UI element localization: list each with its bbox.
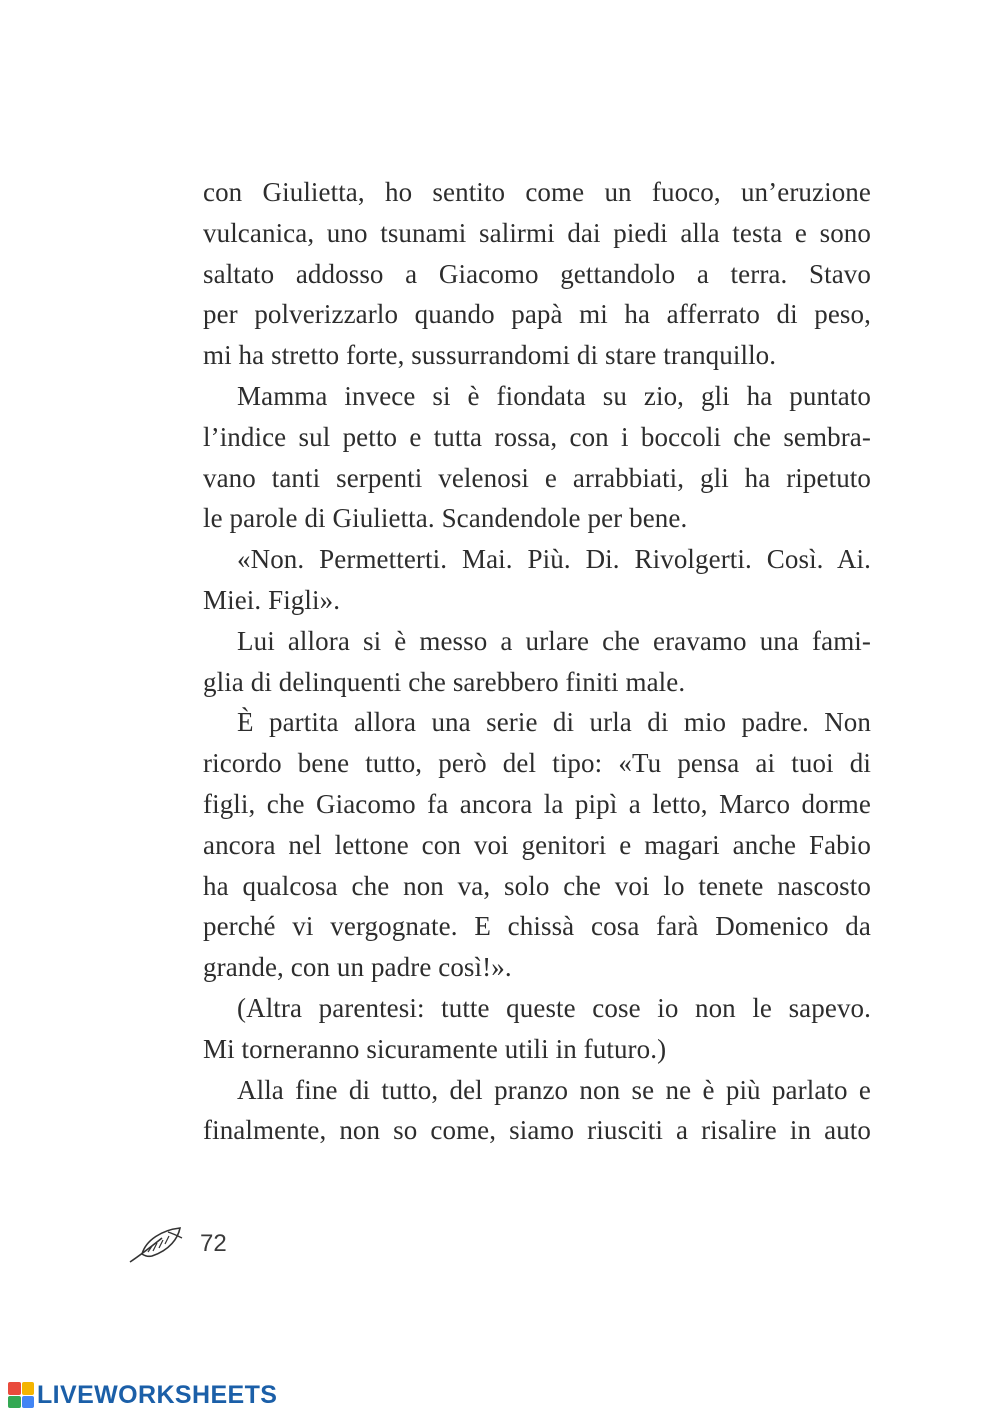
text-line: ricordo bene tutto, però del tipo: «Tu pensa ai tuoi di — [203, 748, 871, 779]
text-line: grande, con un padre così!». — [203, 952, 512, 983]
text-line: vulcanica, uno tsunami salirmi dai piedi alla testa e sono — [203, 217, 871, 248]
text-line: finalmente, non so come, siamo riusciti a risalire in auto — [203, 1115, 871, 1146]
page-number: 72 — [200, 1230, 227, 1257]
brand-name: LIVEWORKSHEETS — [37, 1380, 278, 1409]
text-line: le parole di Giulietta. Scandendole per bene. — [203, 503, 688, 534]
text-line: vano tanti serpenti velenosi e arrabbiati, gli ha ripetuto — [203, 462, 871, 493]
text-line: Mi torneranno sicuramente utili in futuro.) — [203, 1033, 667, 1064]
text-line: glia di delinquenti che sarebbero finiti male. — [203, 666, 686, 697]
text-line: «Non. Permetterti. Mai. Più. Di. Rivolgerti. Così. Ai. — [237, 544, 871, 575]
text-line: per polverizzarlo quando papà mi ha afferrato di peso, — [203, 299, 871, 330]
text-line: Lui allora si è messo a urlare che eravamo una fami- — [237, 625, 871, 656]
book-page-text — [203, 172, 871, 1151]
text-line: mi ha stretto forte, sussurrandomi di stare tranquillo. — [203, 340, 777, 371]
liveworksheets-watermark[interactable] — [8, 1380, 277, 1410]
text-line: con Giulietta, ho sentito come un fuoco, un’eruzione — [203, 177, 871, 207]
liveworksheets-logo-icon — [8, 1382, 34, 1408]
text-line: saltato addosso a Giacomo gettandolo a terra. Stavo — [203, 258, 871, 289]
text-line: perché vi vergognate. E chissà cosa farà Domenico da — [203, 911, 871, 942]
text-line: ancora nel lettone con voi genitori e magari anche Fabio — [203, 829, 871, 860]
text-line: figli, che Giacomo fa ancora la pipì a letto, Marco dorme — [203, 788, 871, 819]
page-footer — [128, 1222, 227, 1266]
feather-quill-icon — [128, 1224, 186, 1264]
text-line: (Altra parentesi: tutte queste cose io non le sapevo. — [237, 992, 871, 1023]
text-line: Miei. Figli». — [203, 584, 341, 615]
text-line: l’indice sul petto e tutta rossa, con i boccoli che sembra- — [203, 421, 871, 452]
text-line: ha qualcosa che non va, solo che voi lo tenete nascosto — [203, 870, 871, 901]
text-line: È partita allora una serie di urla di mio padre. Non — [237, 707, 871, 738]
text-line: Alla fine di tutto, del pranzo non se ne è più parlato e — [237, 1074, 871, 1105]
text-line: Mamma invece si è fiondata su zio, gli ha puntato — [237, 380, 871, 411]
